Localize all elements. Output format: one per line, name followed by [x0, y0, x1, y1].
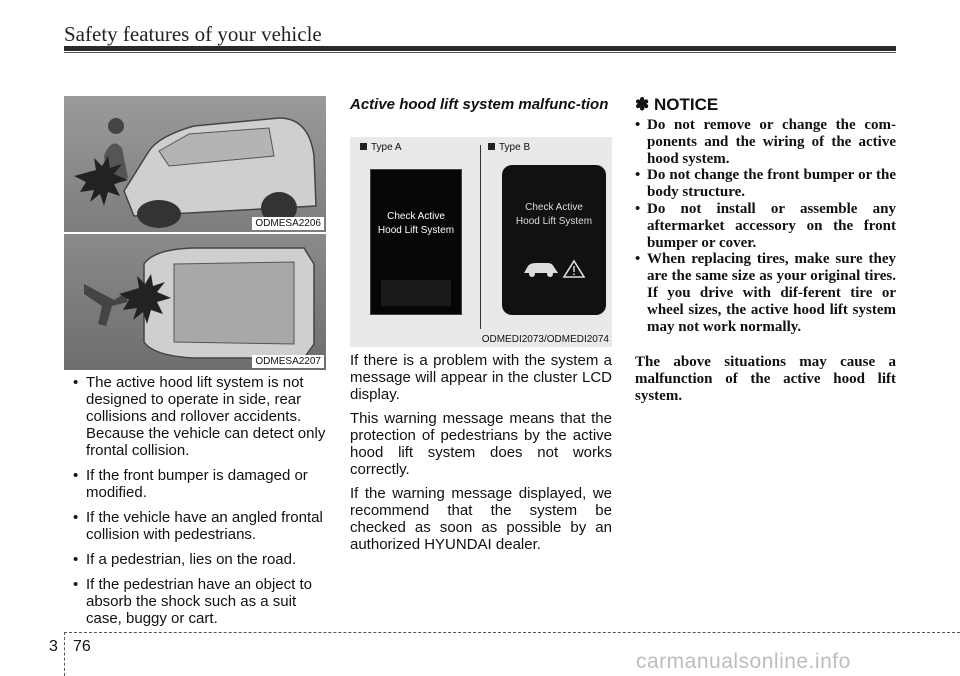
page-header-title: Safety features of your vehicle: [64, 22, 322, 46]
figure-divider: [480, 145, 481, 329]
square-bullet-icon: [488, 143, 495, 150]
figure-caption: ODMESA2206: [252, 217, 324, 230]
header-rule: [64, 46, 896, 51]
middle-body-text: [350, 352, 612, 560]
screen-a-lower-panel: [381, 280, 451, 306]
type-a-label: [360, 142, 402, 153]
square-bullet-icon: [360, 143, 367, 150]
list-item: • Do not install or assemble any aftermarket accessory on the front bumper or cover.: [635, 201, 896, 251]
footer-rule: [64, 632, 960, 633]
type-a-text: Type A: [371, 142, 402, 153]
notice-footer-text: The above situations may cause a malfunction of the active hood lift system.: [635, 354, 896, 404]
section-heading: Active hood lift system malfunc-tion: [350, 96, 609, 113]
screen-a-line1: Check Active: [387, 211, 445, 222]
paragraph: If the warning message displayed, we recommend that the system be checked as soon as possible by an authorized HYUNDAI dealer.: [350, 485, 612, 553]
figure-caption: ODMEDI2073/ODMEDI2074: [481, 334, 609, 345]
notice-title: ✽ NOTICE: [635, 95, 719, 114]
screen-b-line1: Check Active: [525, 202, 583, 213]
list-item: • Do not remove or change the com-ponents and the wiring of the active hood system.: [635, 117, 896, 167]
list-item: • If the vehicle have an angled frontal collision with pedestrians.: [64, 509, 326, 543]
suv-front-illustration: [64, 96, 326, 232]
list-item: • Do not change the front bumper or the body structure.: [635, 167, 896, 201]
screen-a-message: [375, 210, 457, 238]
list-item: • If the front bumper is damaged or modified.: [64, 467, 326, 501]
list-item: • If a pedestrian, lies on the road.: [64, 551, 326, 568]
screen-b-message: [508, 201, 600, 229]
list-item: • If the pedestrian have an object to absorb the shock such as a suit case, buggy or cart.: [64, 576, 326, 627]
header-rule-thin: [64, 52, 896, 53]
figure-caption: ODMESA2207: [252, 355, 324, 368]
figure-pedestrian-front-collision: [64, 96, 326, 232]
screen-a-line2: Hood Lift System: [377, 225, 455, 236]
cluster-display-figure: [350, 137, 612, 347]
screen-b-line2: Hood Lift System: [515, 216, 593, 227]
list-item: • The active hood lift system is not designed to operate in side, rear collisions and rollover accidents. Because the vehicle can detect only frontal collision.: [64, 374, 326, 459]
list-item: • When replacing tires, make sure they are the same size as your original tires. If you drive with dif-ferent tire or wheel sizes, the active hood lift system may not work normally.: [635, 251, 896, 335]
page-number: 76: [73, 638, 91, 655]
car-warning-icon: [520, 257, 590, 279]
footer-divider: [64, 632, 65, 676]
paragraph: If there is a problem with the system a message will appear in the cluster LCD display.: [350, 352, 612, 403]
type-b-text: Type B: [499, 142, 531, 153]
notice-list: [635, 117, 896, 335]
paragraph: This warning message means that the protection of pedestrians by the active hood lift system does not works correctly.: [350, 410, 612, 478]
section-number: 3: [49, 638, 58, 655]
figure-pedestrian-on-road: [64, 234, 326, 370]
suv-top-illustration: [64, 234, 326, 370]
watermark: carmanualsonline.info: [636, 650, 851, 673]
type-b-label: [488, 142, 530, 153]
left-bullet-list: [64, 374, 326, 635]
cluster-screen-type-a: [370, 169, 462, 315]
cluster-screen-type-b: [502, 165, 606, 315]
